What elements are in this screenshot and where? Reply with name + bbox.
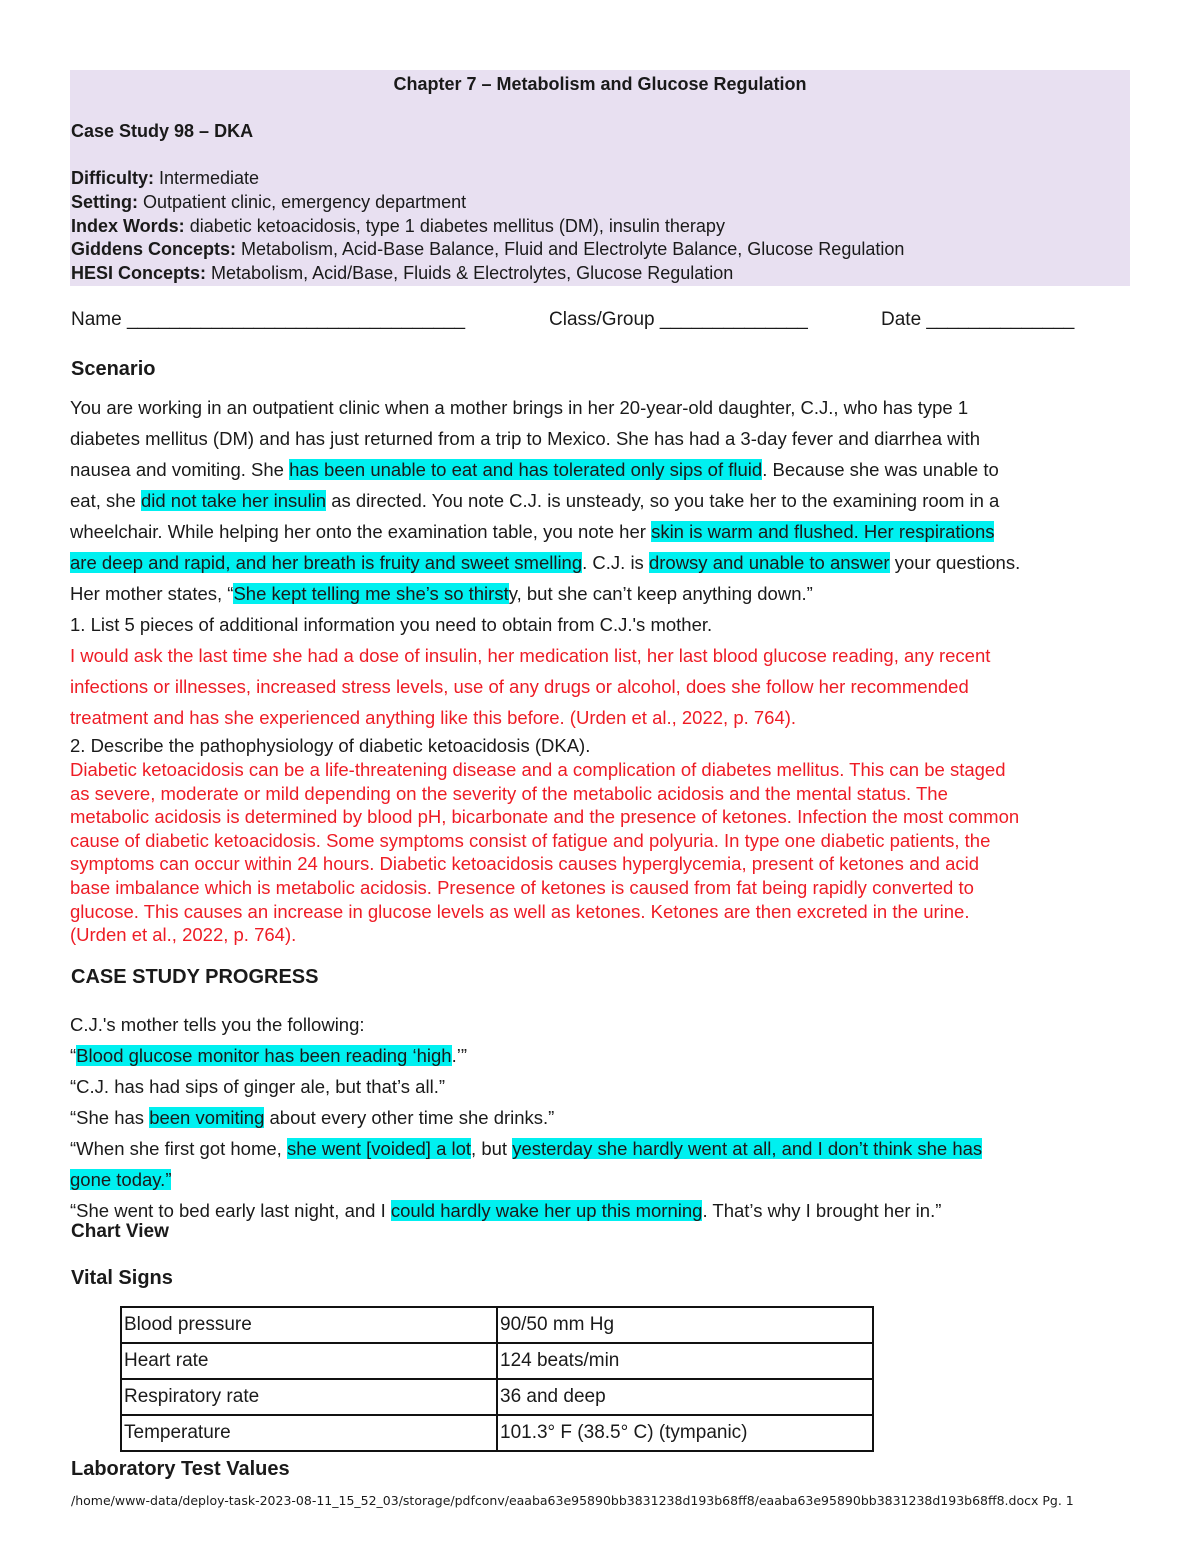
answer-1-line: I would ask the last time she had a dose of insulin, her medication list, her last blood glucose reading, any recent [70, 645, 991, 666]
index-words-label: Index Words: [71, 216, 185, 236]
case-study-progress-heading: CASE STUDY PROGRESS [71, 966, 319, 988]
answer-2-line: (Urden et al., 2022, p. 764). [70, 924, 297, 946]
highlighted-text: has been unable to eat and has tolerated only sips of fluid [289, 459, 763, 480]
answer-2-line: Diabetic ketoacidosis can be a life-threatening disease and a complication of diabetes mellitus. This can be staged [70, 759, 1006, 780]
highlighted-text: did not take her insulin [140, 490, 327, 511]
text-run: . C.J. is [582, 552, 649, 573]
text-run: “When she first got home, [70, 1138, 287, 1159]
vital-value: 36 and deep [497, 1379, 873, 1415]
answer-2-line: base imbalance which is metabolic acidosis. Presence of ketones is caused from fat being rapidly converted to [70, 876, 974, 898]
vital-label: Temperature [121, 1415, 497, 1451]
answer-2-line: metabolic acidosis is determined by blood pH, bicarbonate and the presence of ketones. Infection the most common [70, 806, 1020, 828]
scenario-line [70, 547, 1145, 578]
text-run: “She went to bed early last night, and I [70, 1200, 391, 1221]
scenario-line: You are working in an outpatient clinic when a mother brings in her 20-year-old daughter, C.J., who has type 1 [70, 397, 969, 418]
question-1: 1. List 5 pieces of additional information you need to obtain from C.J.'s mother. [70, 614, 713, 635]
vital-label: Heart rate [121, 1343, 497, 1379]
scenario-body [70, 392, 1145, 733]
scenario-line [70, 485, 1145, 516]
quote-line [70, 1133, 1145, 1164]
page-footer [71, 1493, 1074, 1509]
giddens-label: Giddens Concepts: [71, 239, 237, 259]
text-run: .’” [451, 1045, 467, 1066]
setting-label: Setting: [71, 192, 138, 212]
progress-intro: C.J.'s mother tells you the following: [70, 1014, 365, 1035]
text-run: eat, she [70, 490, 141, 511]
hesi-line [71, 261, 733, 285]
answer-2 [70, 758, 1145, 947]
text-run: “She has [70, 1107, 150, 1128]
text-run: about every other time she drinks.” [264, 1107, 555, 1128]
question-2: 2. Describe the pathophysiology of diabetic ketoacidosis (DKA). [70, 735, 591, 756]
index-words-value: diabetic ketoacidosis, type 1 diabetes mellitus (DM), insulin therapy [184, 216, 725, 236]
text-run: . That’s why I brought her in.” [702, 1200, 942, 1221]
progress-body [70, 1009, 1145, 1226]
scenario-line: diabetes mellitus (DM) and has just returned from a trip to Mexico. She has had a 3-day fever and diarrhea with [70, 428, 981, 449]
text-run: . Because she was unable to [762, 459, 999, 480]
highlighted-text: gone today.” [70, 1169, 172, 1190]
setting-line [71, 190, 466, 214]
table-row [121, 1379, 873, 1415]
chapter-title: Chapter 7 – Metabolism and Glucose Regulation [393, 74, 807, 94]
file-path: /home/www-data/deploy-task-2023-08-11_15_52_03/storage/pdfconv/eaaba63e95890bb3831238d193b68ff8/eaaba63e95890bb3831238d193b68ff8.docx [71, 1493, 1039, 1508]
vital-value: 90/50 mm Hg [497, 1307, 873, 1343]
quote-line [70, 1164, 1145, 1195]
difficulty-value: Intermediate [154, 168, 260, 188]
highlighted-text: skin is warm and flushed. Her respirations [651, 521, 995, 542]
text-run: wheelchair. While helping her onto the examination table, you note her [70, 521, 652, 542]
answer-2-line: as severe, moderate or mild depending on the severity of the metabolic acidosis and the mental status. The [70, 782, 948, 804]
question-2-block [70, 733, 1145, 759]
table-row [121, 1343, 873, 1379]
highlighted-text: she went [voided] a lot [286, 1138, 472, 1159]
case-study-title: Case Study 98 – DKA [71, 121, 254, 141]
class-group-field[interactable]: Class/Group ______________ [549, 309, 808, 330]
vital-value: 124 beats/min [497, 1343, 873, 1379]
answer-2-line: symptoms can occur within 24 hours. Diabetic ketoacidosis causes hyperglycemia, present of ketones and acid [70, 853, 980, 875]
text-run: y, but she can’t keep anything down.” [508, 583, 813, 604]
text-run: “ [70, 1045, 77, 1066]
chart-view-heading: Chart View [71, 1221, 169, 1242]
scenario-line [70, 578, 1145, 609]
quote-line: “C.J. has had sips of ginger ale, but that’s all.” [70, 1076, 445, 1097]
index-words-line [71, 214, 725, 238]
difficulty-label: Difficulty: [71, 168, 154, 188]
scenario-line [70, 516, 1145, 547]
name-field[interactable]: Name ________________________________ [71, 309, 466, 330]
table-row [121, 1415, 873, 1451]
text-run: nausea and vomiting. She [70, 459, 290, 480]
date-field[interactable]: Date ______________ [881, 309, 1075, 330]
scenario-line [70, 454, 1145, 485]
answer-1-line: infections or illnesses, increased stress levels, use of any drugs or alcohol, does she follow her recommended [70, 676, 969, 697]
page-number: Pg. 1 [1042, 1493, 1074, 1508]
hesi-label: HESI Concepts: [71, 263, 207, 283]
giddens-line [71, 237, 904, 261]
answer-1-line: treatment and has she experienced anything like this before. (Urden et al., 2022, p. 764). [70, 707, 797, 728]
text-run: as directed. You note C.J. is unsteady, so you take her to the examining room in a [326, 490, 1000, 511]
lab-values-heading: Laboratory Test Values [71, 1458, 290, 1480]
vital-signs-table [120, 1306, 874, 1452]
highlighted-text: drowsy and unable to answer [648, 552, 890, 573]
scenario-heading: Scenario [71, 358, 156, 380]
highlighted-text: are deep and rapid, and her breath is fruity and sweet smelling [70, 552, 583, 573]
highlighted-text: Blood glucose monitor has been reading ‘high [76, 1045, 452, 1066]
answer-2-line: glucose. This causes an increase in glucose levels as well as ketones. Ketones are then excreted in the urine. [70, 900, 970, 922]
vital-value: 101.3° F (38.5° C) (tympanic) [497, 1415, 873, 1451]
answer-2-line: cause of diabetic ketoacidosis. Some symptoms consist of fatigue and polyuria. In type one diabetic patients, the [70, 829, 991, 851]
text-run: your questions. [889, 552, 1021, 573]
setting-value: Outpatient clinic, emergency department [138, 192, 467, 212]
quote-line [70, 1195, 1145, 1226]
vital-label: Respiratory rate [121, 1379, 497, 1415]
highlighted-text: could hardly wake her up this morning [390, 1200, 703, 1221]
vital-label: Blood pressure [121, 1307, 497, 1343]
vital-signs-heading: Vital Signs [71, 1267, 173, 1289]
table-row [121, 1307, 873, 1343]
text-run: , but [471, 1138, 513, 1159]
difficulty-line [71, 166, 259, 190]
highlighted-text: She kept telling me she’s so thirst [233, 583, 509, 604]
quote-line [70, 1102, 1145, 1133]
giddens-value: Metabolism, Acid-Base Balance, Fluid and Electrolyte Balance, Glucose Regulation [236, 239, 905, 259]
highlighted-text: yesterday she hardly went at all, and I don’t think she has [512, 1138, 983, 1159]
hesi-value: Metabolism, Acid/Base, Fluids & Electrolytes, Glucose Regulation [206, 263, 734, 283]
highlighted-text: been vomiting [149, 1107, 265, 1128]
text-run: Her mother states, “ [70, 583, 234, 604]
quote-line [70, 1040, 1145, 1071]
